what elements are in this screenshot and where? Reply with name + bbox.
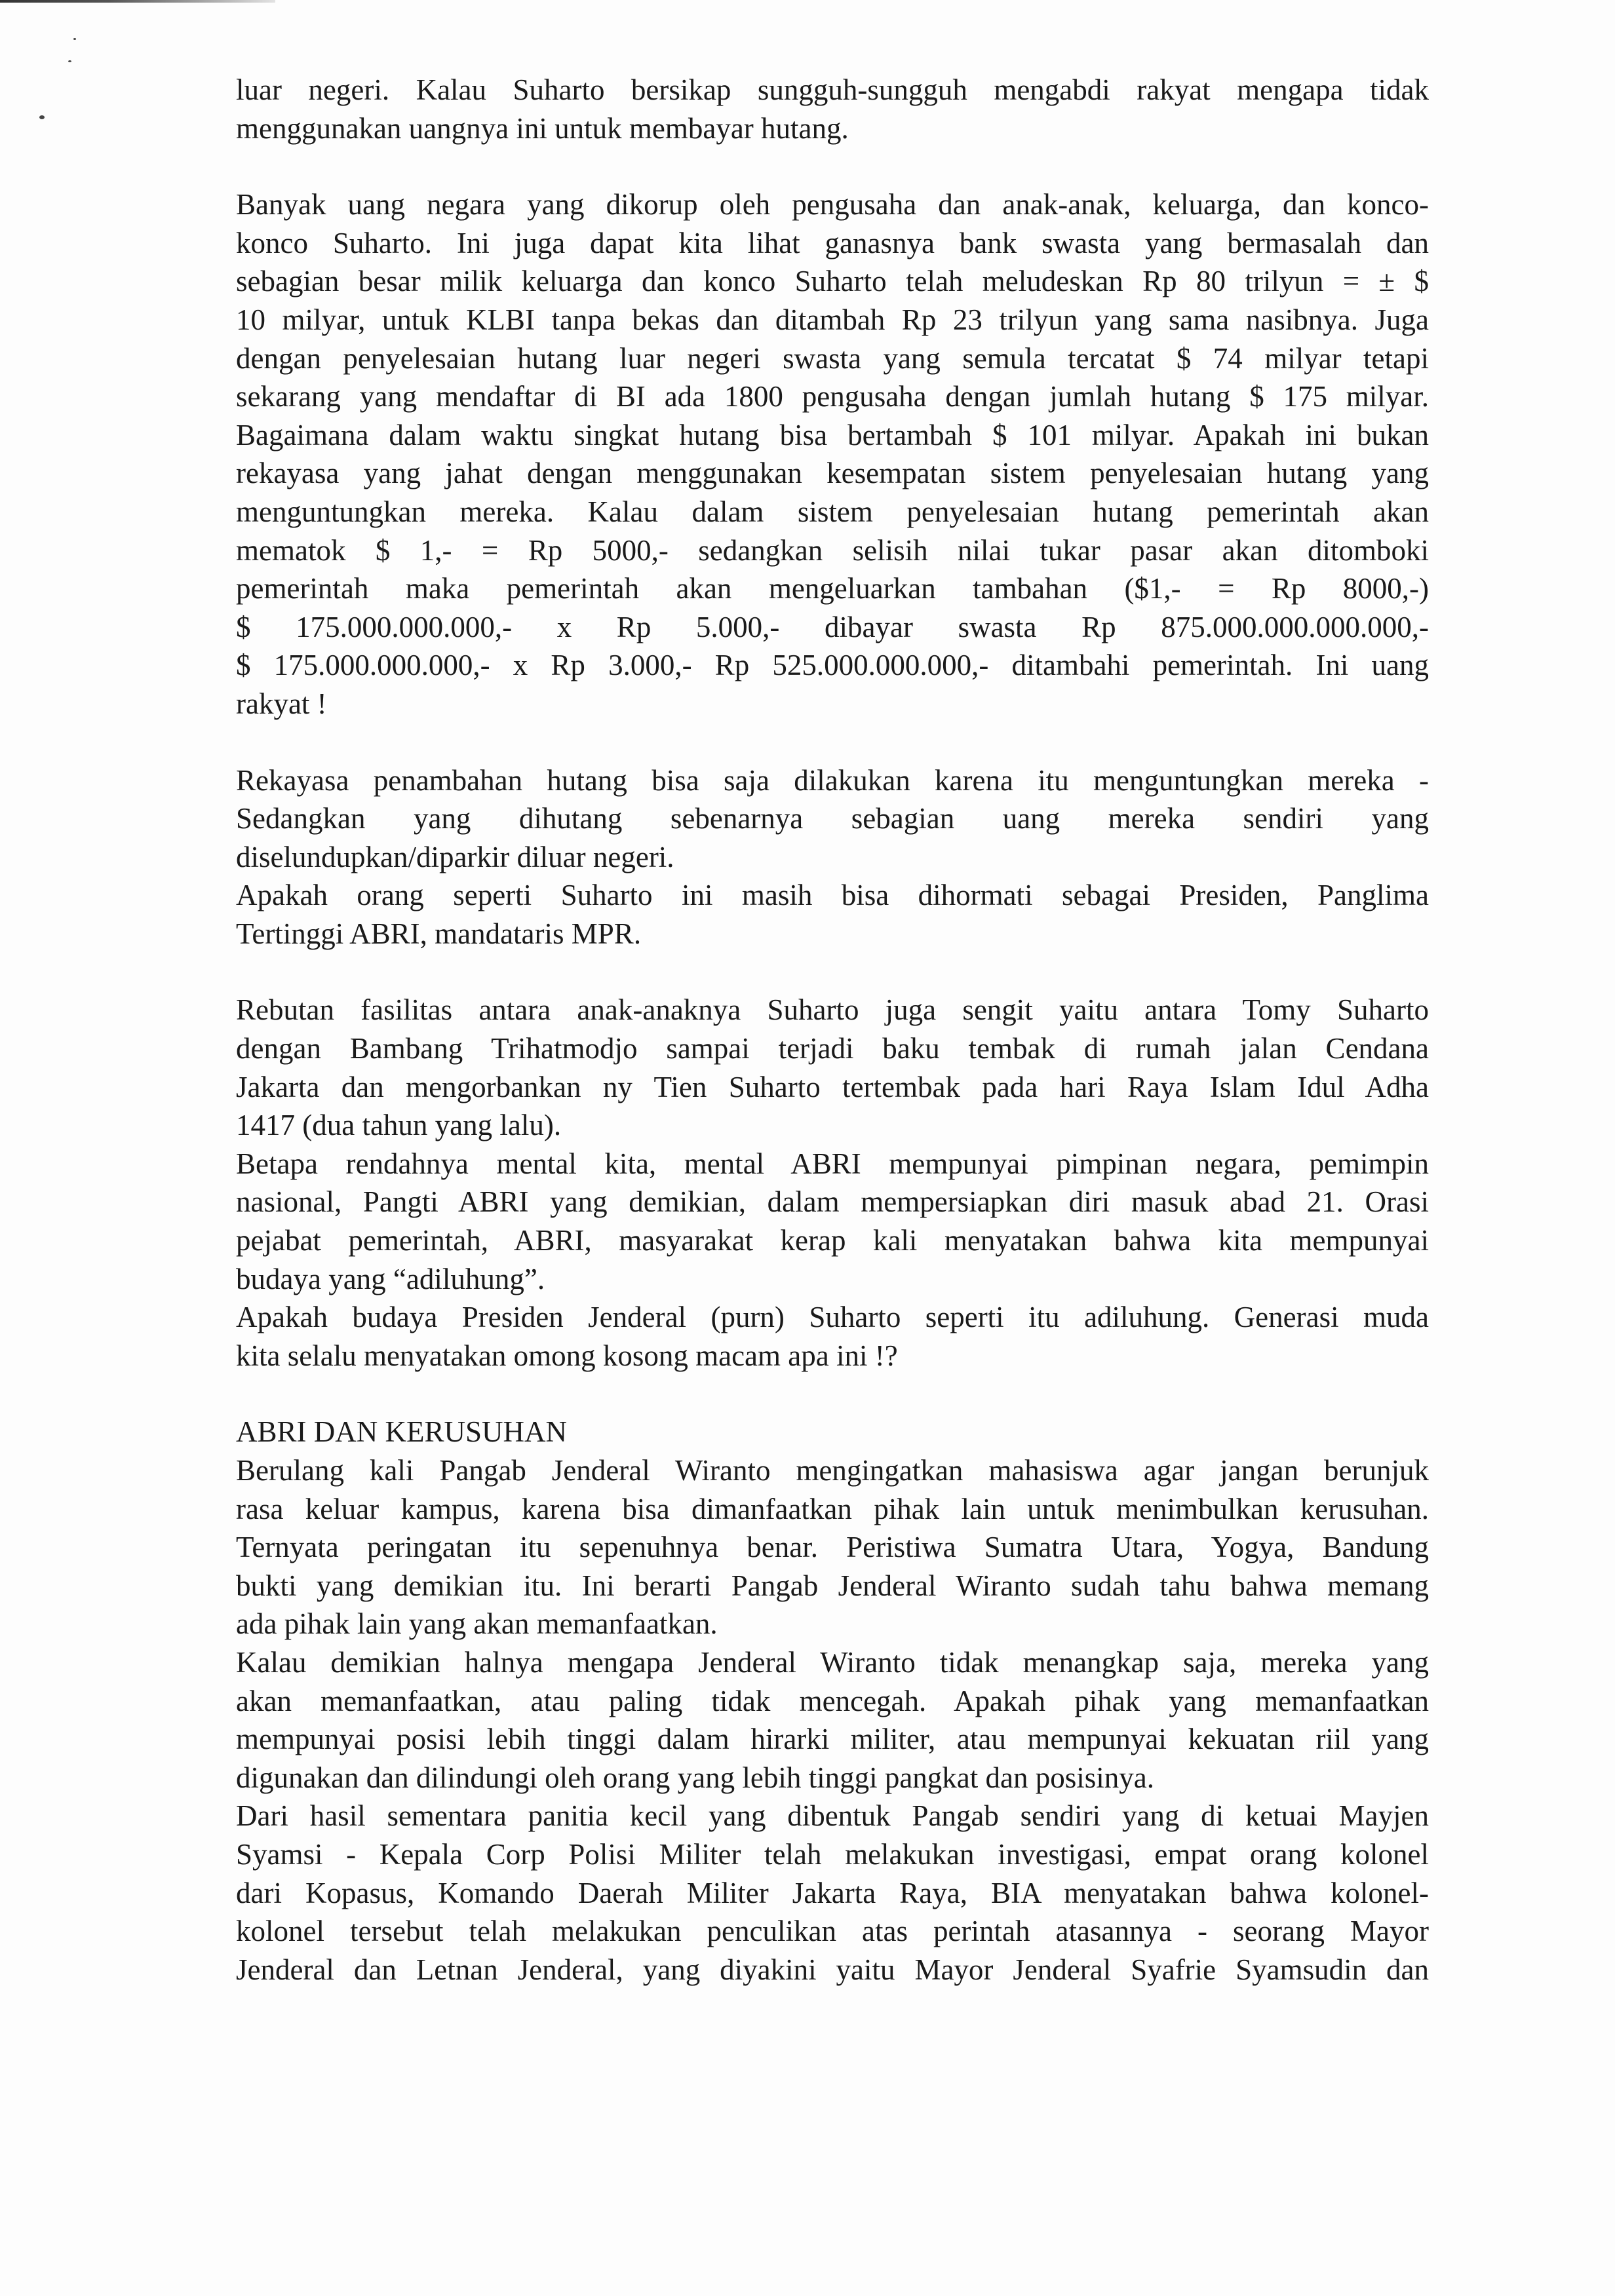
text-line: Syamsi - Kepala Corp Polisi Militer telah melakukan investigasi, empat orang kolonel: [236, 1837, 1429, 1871]
text-line: Rebutan fasilitas antara anak-anaknya Suharto juga sengit yaitu antara Tomy Suharto: [236, 993, 1429, 1027]
scan-speck: [39, 115, 45, 119]
text-line: rekayasa yang jahat dengan menggunakan kesempatan sistem penyelesaian hutang yang: [236, 457, 1429, 490]
text-line: menggunakan uangnya ini untuk membayar hutang.: [236, 111, 849, 145]
text-line: rasa keluar kampus, karena bisa dimanfaatkan pihak lain untuk menimbulkan kerusuhan.: [236, 1492, 1429, 1525]
text-line: dari Kopasus, Komando Daerah Militer Jakarta Raya, BIA menyatakan bahwa kolonel-: [236, 1876, 1429, 1909]
text-line: mempunyai posisi lebih tinggi dalam hirarki militer, atau mempunyai kekuatan riil yang: [236, 1723, 1429, 1756]
text-line: 10 milyar, untuk KLBI tanpa bekas dan ditambah Rp 23 trilyun yang sama nasibnya. Juga: [236, 303, 1429, 336]
text-line: Ternyata peringatan itu sepenuhnya benar. Peristiwa Sumatra Utara, Yogya, Bandung: [236, 1531, 1429, 1564]
text-line: sebagian besar milik keluarga dan konco Suharto telah meludeskan Rp 80 trilyun = ± $: [236, 265, 1429, 298]
text-line: mematok $ 1,- = Rp 5000,- sedangkan selisih nilai tukar pasar akan ditomboki: [236, 533, 1429, 567]
scan-speck: [73, 38, 76, 40]
text-line: $ 175.000.000.000,- x Rp 5.000,- dibayar swasta Rp 875.000.000.000.000,-: [236, 610, 1429, 643]
text-line: Kalau demikian halnya mengapa Jenderal Wiranto tidak menangkap saja, mereka yang: [236, 1645, 1429, 1679]
text-line: Berulang kali Pangab Jenderal Wiranto mengingatkan mahasiswa agar jangan berunjuk: [236, 1454, 1429, 1487]
text-line: sekarang yang mendaftar di BI ada 1800 pengusaha dengan jumlah hutang $ 175 milyar.: [236, 380, 1429, 413]
text-line: kolonel tersebut telah melakukan penculikan atas perintah atasannya - seorang Mayor: [236, 1915, 1429, 1948]
text-line: digunakan dan dilindungi oleh orang yang lebih tinggi pangkat dan posisinya.: [236, 1761, 1154, 1794]
text-line: konco Suharto. Ini juga dapat kita lihat ganasnya bank swasta yang bermasalah dan: [236, 226, 1429, 259]
document-body: [236, 71, 1429, 1989]
paragraph: [236, 71, 1429, 147]
text-line: akan memanfaatkan, atau paling tidak mencegah. Apakah pihak yang memanfaatkan: [236, 1684, 1429, 1717]
paragraph: [236, 991, 1429, 1375]
section-heading: ABRI DAN KERUSUHAN: [236, 1415, 568, 1449]
text-line: Jakarta dan mengorbankan ny Tien Suharto tertembak pada hari Raya Islam Idul Adha: [236, 1070, 1429, 1103]
scan-edge-artifact: [0, 0, 275, 3]
text-line: luar negeri. Kalau Suharto bersikap sungguh-sungguh mengabdi rakyat mengapa tidak: [236, 73, 1429, 106]
text-line: dengan Bambang Trihatmodjo sampai terjadi baku tembak di rumah jalan Cendana: [236, 1032, 1429, 1065]
text-line: $ 175.000.000.000,- x Rp 3.000,- Rp 525.000.000.000,- ditambahi pemerintah. Ini uang: [236, 649, 1429, 682]
text-line: Tertinggi ABRI, mandataris MPR.: [236, 917, 642, 950]
text-line: bukti yang demikian itu. Ini berarti Pangab Jenderal Wiranto sudah tahu bahwa memang: [236, 1569, 1429, 1602]
text-line: diselundupkan/diparkir diluar negeri.: [236, 840, 674, 873]
paragraph: [236, 185, 1429, 723]
paragraph: [236, 1413, 1429, 1989]
text-line: pemerintah maka pemerintah akan mengeluarkan tambahan ($1,- = Rp 8000,-): [236, 572, 1429, 605]
text-line: pejabat pemerintah, ABRI, masyarakat kerap kali menyatakan bahwa kita mempunyai: [236, 1224, 1429, 1257]
text-line: Bagaimana dalam waktu singkat hutang bisa bertambah $ 101 milyar. Apakah ini bukan: [236, 418, 1429, 451]
text-line: kita selalu menyatakan omong kosong macam apa ini !?: [236, 1339, 898, 1372]
text-line: Apakah orang seperti Suharto ini masih bisa dihormati sebagai Presiden, Panglima: [236, 879, 1429, 912]
text-line: Sedangkan yang dihutang sebenarnya sebagian uang mereka sendiri yang: [236, 802, 1429, 835]
text-line: dengan penyelesaian hutang luar negeri swasta yang semula tercatat $ 74 milyar tetapi: [236, 341, 1429, 375]
text-line: Apakah budaya Presiden Jenderal (purn) Suharto seperti itu adiluhung. Generasi muda: [236, 1301, 1429, 1334]
text-line: menguntungkan mereka. Kalau dalam sistem penyelesaian hutang pemerintah akan: [236, 495, 1429, 528]
text-line: Betapa rendahnya mental kita, mental ABRI mempunyai pimpinan negara, pemimpin: [236, 1147, 1429, 1180]
text-line: nasional, Pangti ABRI yang demikian, dalam mempersiapkan diri masuk abad 21. Orasi: [236, 1185, 1429, 1219]
text-line: ada pihak lain yang akan memanfaatkan.: [236, 1607, 718, 1641]
paragraph: [236, 761, 1429, 953]
text-line: Jenderal dan Letnan Jenderal, yang diyakini yaitu Mayor Jenderal Syafrie Syamsudin dan: [236, 1953, 1429, 1986]
scan-speck: [68, 60, 71, 62]
text-line: 1417 (dua tahun yang lalu).: [236, 1109, 562, 1142]
text-line: rakyat !: [236, 687, 327, 720]
text-line: Rekayasa penambahan hutang bisa saja dilakukan karena itu menguntungkan mereka -: [236, 763, 1429, 797]
text-line: Banyak uang negara yang dikorup oleh pengusaha dan anak-anak, keluarga, dan konco-: [236, 188, 1429, 221]
text-line: Dari hasil sementara panitia kecil yang dibentuk Pangab sendiri yang di ketuai Mayjen: [236, 1799, 1429, 1833]
text-line: budaya yang “adiluhung”.: [236, 1262, 545, 1295]
